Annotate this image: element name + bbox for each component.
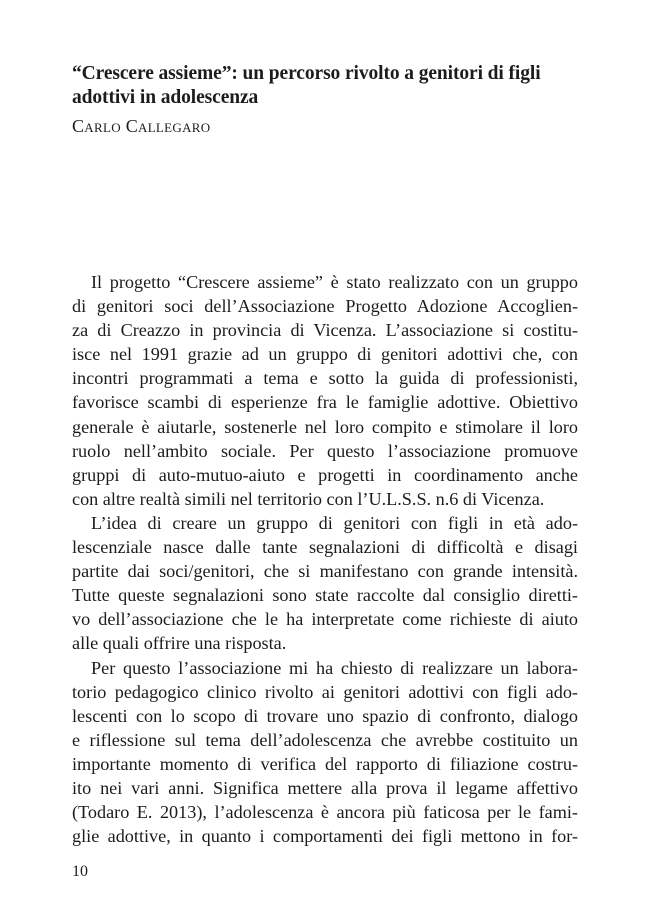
chapter-title-line: adottivi in adolescenza — [72, 87, 259, 108]
chapter-title — [72, 62, 592, 110]
paragraph-1-line: generale è aiutarle, sostenerle nel loro compito e stimolare il loro — [72, 416, 578, 437]
paragraph-2-line: L’idea di creare un gruppo di genitori con figli in età ado- — [91, 512, 578, 533]
paragraph-1-line: gruppi di auto-mutuo-aiuto e progetti in coordinamento anche — [72, 464, 578, 485]
paragraph-1-line: di genitori soci dell’Associazione Progetto Adozione Accoglien- — [72, 296, 578, 317]
paragraph-2-line: lescenziale nasce dalle tante segnalazioni di difficoltà e disagi — [72, 537, 578, 558]
paragraph-1-line: con altre realtà simili nel territorio con l’U.L.S.S. n.6 di Vicenza. — [72, 488, 545, 509]
paragraph-3-line: e riflessione sul tema dell’adolescenza che avrebbe costituito un — [72, 729, 578, 750]
paragraph-1-line: incontri programmati a tema e sotto la guida di professionisti, — [72, 368, 578, 389]
paragraph-1-line: isce nel 1991 grazie ad un gruppo di genitori adottivi che, con — [72, 344, 578, 365]
body-text — [72, 270, 578, 848]
chapter-title-line: “Crescere assieme”: un percorso rivolto a genitori di figli — [72, 63, 541, 84]
paragraph-3-line: importante momento di verifica del rapporto di filiazione costru- — [72, 753, 578, 774]
paragraph-1-line: Il progetto “Crescere assieme” è stato realizzato con un gruppo — [91, 272, 578, 292]
page-number: 10 — [72, 863, 88, 880]
paragraph-1-line: favorisce scambi di esperienze fra le famiglie adottive. Obiettivo — [72, 392, 578, 413]
author-name: Carlo Callegaro — [72, 116, 211, 136]
paragraph-2-line: alle quali offrire una risposta. — [72, 633, 287, 654]
paragraph-1-line: ruolo nell’ambito sociale. Per questo l’associazione promuove — [72, 440, 578, 461]
paragraph-2-line: partite dai soci/genitori, che si manifestano con grande intensità. — [72, 561, 578, 582]
paragraph-2-line: Tutte queste segnalazioni sono state raccolte dal consiglio diretti- — [72, 585, 578, 606]
paragraph-3-line: ito nei vari anni. Significa mettere alla prova il legame affettivo — [72, 777, 578, 798]
paragraph-2-line: vo dell’associazione che le ha interpretate come richieste di aiuto — [72, 609, 578, 630]
paragraph-3-line: Per questo l’associazione mi ha chiesto di realizzare un labora- — [91, 657, 578, 678]
paragraph-3-line: torio pedagogico clinico rivolto ai genitori adottivi con figli ado- — [72, 681, 578, 702]
paragraph-1-line: za di Creazzo in provincia di Vicenza. L’associazione si costitu- — [72, 320, 578, 341]
paragraph-3-line: (Todaro E. 2013), l’adolescenza è ancora più faticosa per le fami- — [72, 802, 578, 823]
paragraph-3-line: glie adottive, in quanto i comportamenti dei figli mettono in for- — [72, 826, 578, 847]
paragraph-3-line: lescenti con lo scopo di trovare uno spazio di confronto, dialogo — [72, 705, 578, 726]
